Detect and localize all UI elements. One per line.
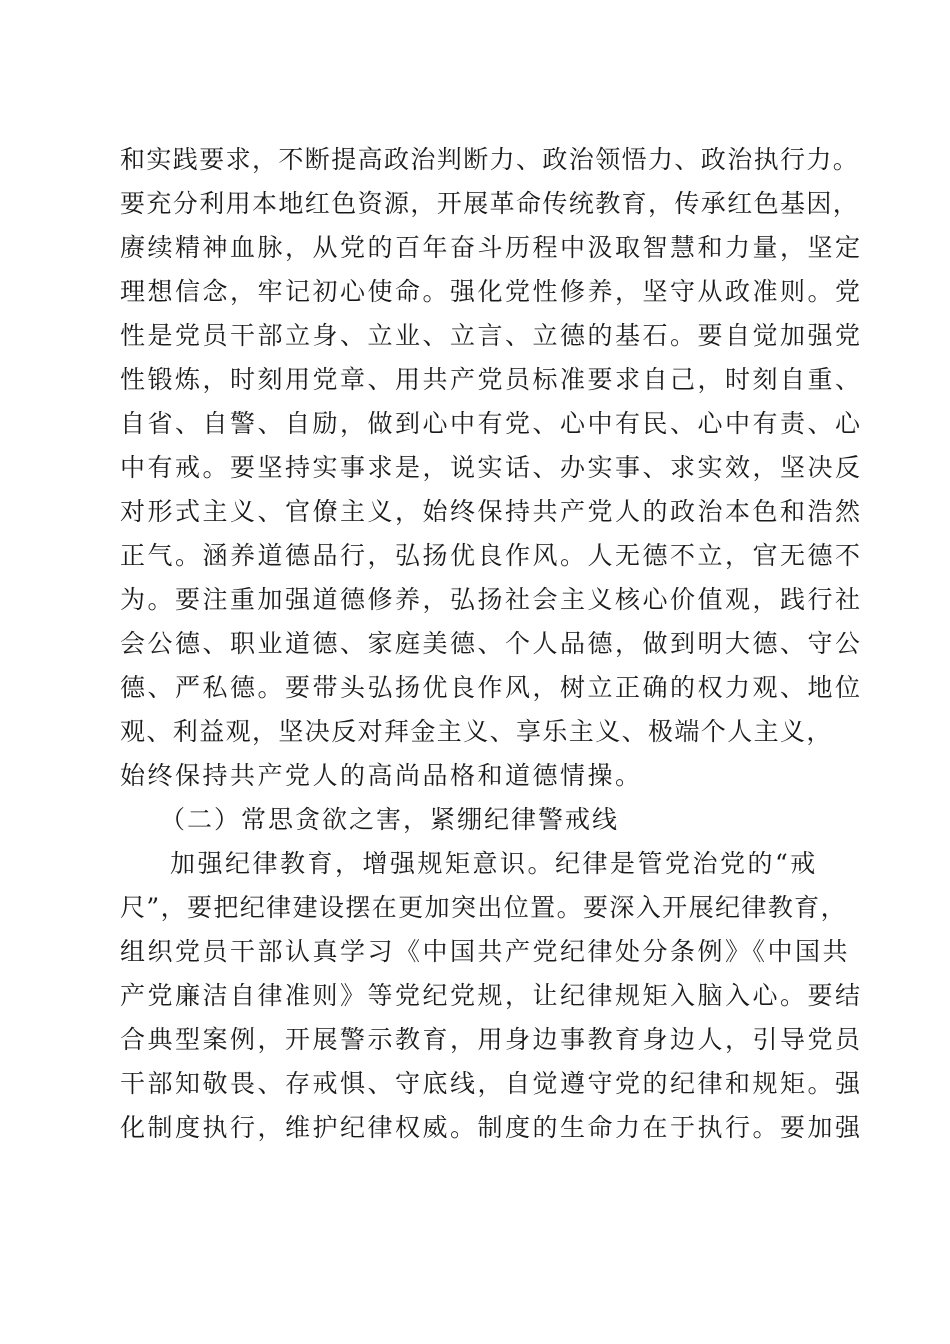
- section-heading: （二）常思贪欲之害，紧绷纪律警戒线: [160, 805, 620, 834]
- paragraph-line: 性锻炼，时刻用党章、用共产党员标准要求自己，时刻自重、: [120, 365, 863, 394]
- paragraph-line: 产党廉洁自律准则》等党纪党规，让纪律规矩入脑入心。要结: [120, 981, 863, 1010]
- paragraph-line: 会公德、职业道德、家庭美德、个人品德，做到明大德、守公: [120, 629, 863, 658]
- paragraph-line: 自省、自警、自励，做到心中有党、心中有民、心中有责、心: [120, 409, 863, 438]
- paragraph-line: 要充分利用本地红色资源，开展革命传统教育，传承红色基因，: [120, 189, 860, 218]
- paragraph-line: 德、严私德。要带头弘扬优良作风，树立正确的权力观、地位: [120, 673, 863, 702]
- paragraph-line: 组织党员干部认真学习《中国共产党纪律处分条例》《中国共: [120, 937, 851, 966]
- paragraph-line: 中有戒。要坚持实事求是，说实话、办实事、求实效，坚决反: [120, 453, 863, 482]
- paragraph-line: 性是党员干部立身、立业、立言、立德的基石。要自觉加强党: [120, 321, 863, 350]
- paragraph-line: 为。要注重加强道德修养，弘扬社会主义核心价值观，践行社: [120, 585, 863, 614]
- paragraph-line: 和实践要求，不断提高政治判断力、政治领悟力、政治执行力。: [120, 145, 860, 174]
- paragraph-line: 干部知敬畏、存戒惧、守底线，自觉遵守党的纪律和规矩。强: [120, 1069, 863, 1098]
- paragraph-line: 观、利益观，坚决反对拜金主义、享乐主义、极端个人主义，: [120, 717, 833, 746]
- paragraph-line: 化制度执行，维护纪律权威。制度的生命力在于执行。要加强: [120, 1113, 863, 1142]
- paragraph-line: 尺”，要把纪律建设摆在更加突出位置。要深入开展纪律教育，: [120, 893, 847, 922]
- paragraph-line: 始终保持共产党人的高尚品格和道德情操。: [120, 761, 643, 790]
- paragraph-line: 合典型案例，开展警示教育，用身边事教育身边人，引导党员: [120, 1025, 863, 1054]
- paragraph-line: 赓续精神血脉，从党的百年奋斗历程中汲取智慧和力量，坚定: [120, 233, 863, 262]
- paragraph-line: 正气。涵养道德品行，弘扬优良作风。人无德不立，官无德不: [120, 541, 863, 570]
- paragraph-line: 理想信念，牢记初心使命。强化党性修养，坚守从政准则。党: [120, 277, 863, 306]
- paragraph-line: 对形式主义、官僚主义，始终保持共产党人的政治本色和浩然: [120, 497, 863, 526]
- paragraph-line: 加强纪律教育，增强规矩意识。纪律是管党治党的“戒: [170, 849, 818, 878]
